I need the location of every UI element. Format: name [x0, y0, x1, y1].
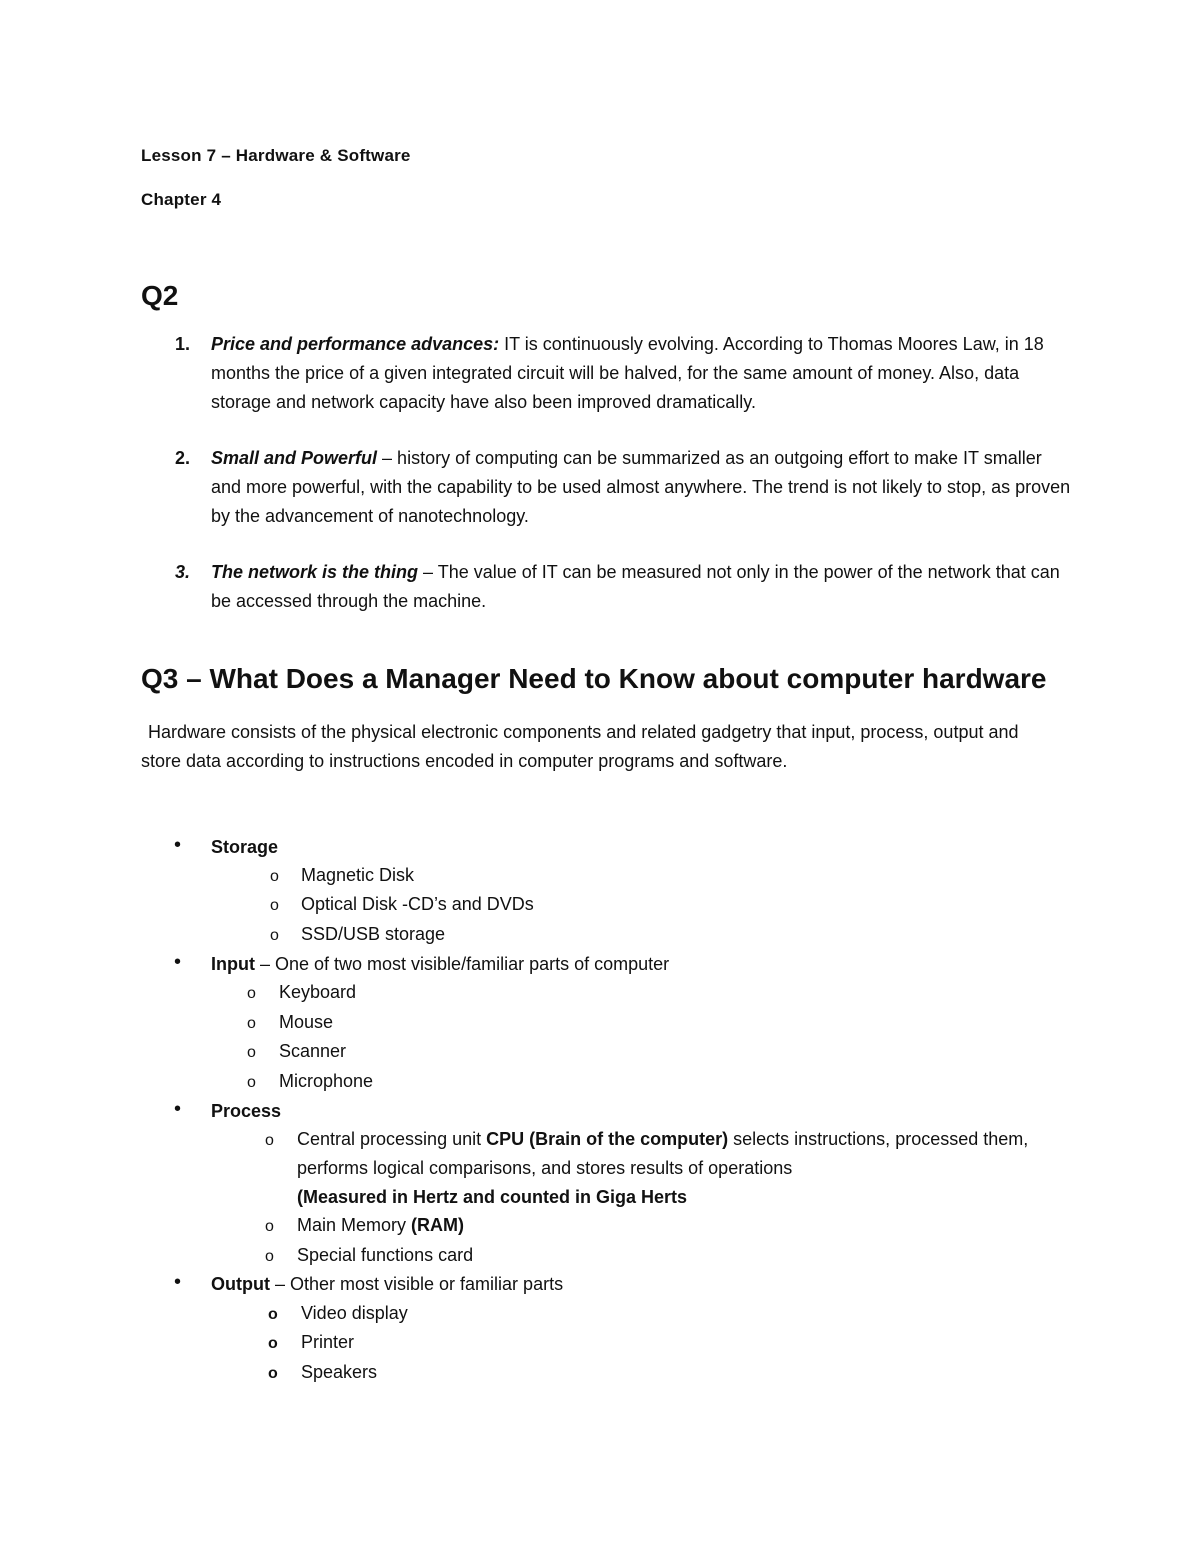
- storage-item-ssd: SSD/USB storage: [301, 924, 446, 944]
- q2-heading: Q2: [141, 280, 179, 311]
- q2-item-3-text: – The value of IT can be measured not only in the power of the network that can be accessed through the machine.: [211, 562, 1060, 611]
- bullet-icon: •: [174, 1098, 182, 1120]
- sub-bullet-icon: o: [265, 1248, 274, 1265]
- q2-item-2: [211, 444, 1071, 531]
- q2-item-3: [211, 558, 1071, 616]
- storage-item-optical: Optical Disk -CD’s and DVDs: [301, 894, 534, 914]
- q3-intro: Hardware consists of the physical electronic components and related gadgetry that input, process, output and store data according to instructions encoded in computer programs and software.: [141, 722, 1019, 771]
- output-label: Output – Other most visible or familiar parts: [211, 1274, 564, 1294]
- storage-item-magnetic: Magnetic Disk: [301, 865, 415, 885]
- output-item-speakers: Speakers: [301, 1362, 378, 1382]
- input-item-scanner: Scanner: [279, 1041, 347, 1061]
- sub-bullet-icon: o: [265, 1132, 274, 1149]
- sub-bullet-icon: o: [270, 868, 279, 885]
- bullet-icon: •: [174, 1271, 182, 1293]
- lesson-title: Lesson 7 – Hardware & Software: [141, 146, 411, 165]
- chapter-title: Chapter 4: [141, 190, 222, 209]
- q2-item-2-term: Small and Powerful: [211, 448, 378, 468]
- sub-bullet-icon: o: [247, 1074, 256, 1091]
- q2-item-2-text: – history of computing can be summarized as an outgoing effort to make IT smaller and more powerful, with the capability to be used almost anywhere. The trend is not likely to stop, as proven by the advancement of nanotechnology.: [211, 448, 1071, 526]
- input-item-microphone: Microphone: [279, 1071, 374, 1091]
- sub-bullet-icon: o: [268, 1365, 278, 1382]
- bullet-icon: •: [174, 951, 182, 973]
- input-item-keyboard: Keyboard: [279, 982, 357, 1002]
- process-item-special: Special functions card: [297, 1245, 474, 1265]
- process-item-memory: Main Memory (RAM): [297, 1215, 465, 1235]
- sub-bullet-icon: o: [265, 1218, 274, 1235]
- q2-item-1: [211, 330, 1071, 417]
- process-item-cpu: Central processing unit CPU (Brain of the computer) selects instructions, processed them, performs logical comparisons, and stores results of operations (Measured in Hertz and counted in Giga Herts: [297, 1129, 1029, 1207]
- q3-heading: Q3 – What Does a Manager Need to Know about computer hardware: [141, 663, 1047, 694]
- output-item-printer: Printer: [301, 1332, 355, 1352]
- sub-bullet-icon: o: [270, 897, 279, 914]
- sub-bullet-icon: o: [268, 1335, 278, 1352]
- input-item-mouse: Mouse: [279, 1012, 334, 1032]
- sub-bullet-icon: o: [247, 1044, 256, 1061]
- sub-bullet-icon: o: [247, 985, 256, 1002]
- sub-bullet-icon: o: [268, 1306, 278, 1323]
- q2-item-1-term: Price and performance advances:: [211, 334, 500, 354]
- sub-bullet-icon: o: [270, 927, 279, 944]
- sub-bullet-icon: o: [247, 1015, 256, 1032]
- q2-item-3-term: The network is the thing: [211, 562, 419, 582]
- process-label: Process: [211, 1101, 282, 1121]
- q2-item-2-number: 2.: [175, 448, 191, 468]
- q2-item-1-number: 1.: [175, 334, 191, 354]
- q2-item-3-number: 3.: [175, 562, 191, 582]
- q2-item-1-text: IT is continuously evolving. According to Thomas Moores Law, in 18 months the price of a given integrated circuit will be halved, for the same amount of money. Also, data storage and network capacity have also been improved dramatically.: [211, 334, 1044, 412]
- bullet-icon: •: [174, 834, 182, 856]
- output-item-video: Video display: [301, 1303, 408, 1323]
- input-label: Input – One of two most visible/familiar parts of computer: [211, 954, 670, 974]
- storage-label: Storage: [211, 837, 279, 857]
